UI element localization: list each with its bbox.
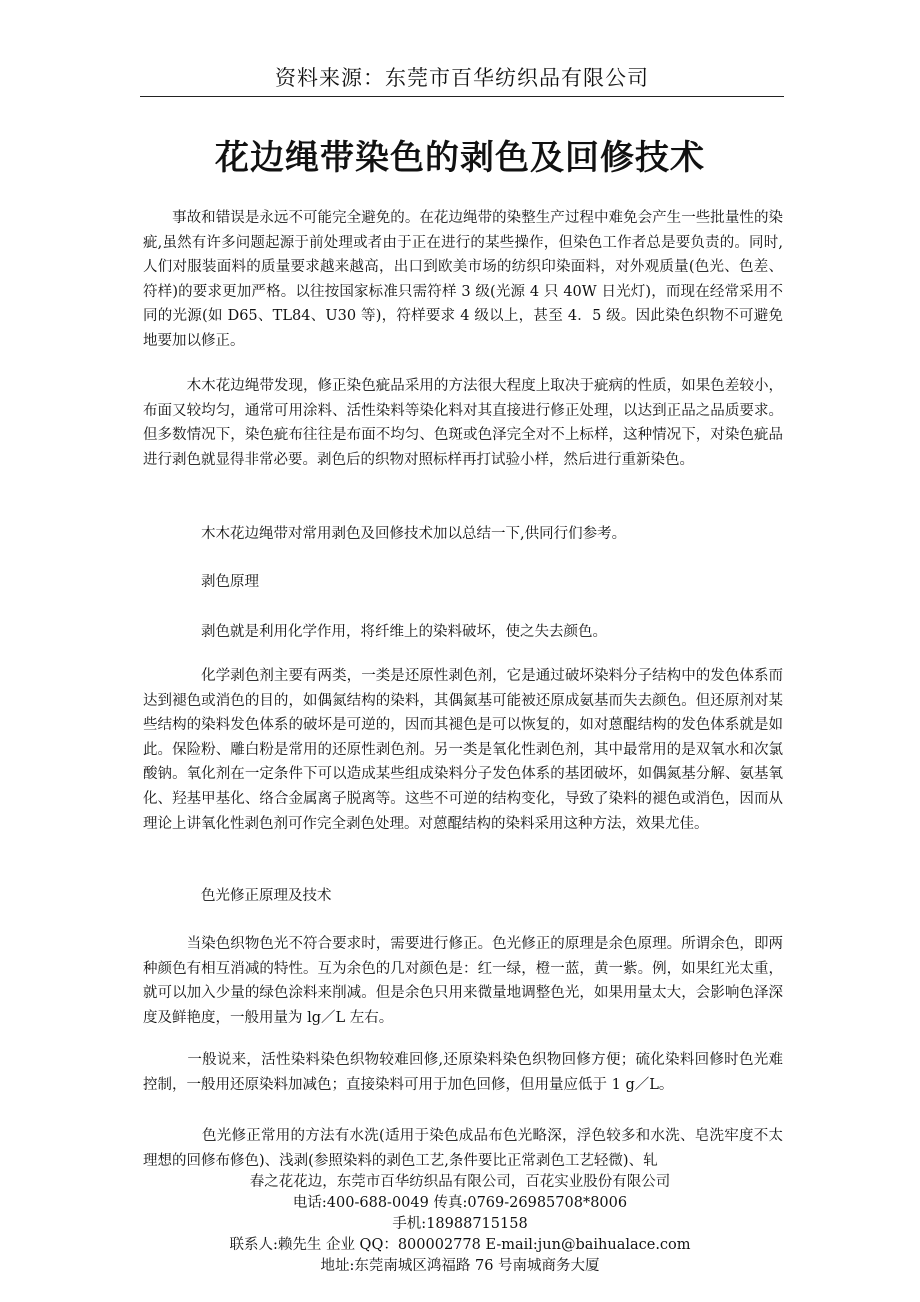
paragraph-shade-correction-methods: 色光修正常用的方法有水洗(适用于染色成品布色光略深，浮色较多和水洗、皂洗牢度不太理想的回修布修色)、浅剥(参照染料的剥色工艺,条件要比正常剥色工艺轻微)、轧: [143, 1128, 783, 1169]
footer-address: 地址:东莞南城区鸿福路 76 号南城商务大厦: [320, 1258, 600, 1274]
document-title: 花边绳带染色的剥色及回修技术: [215, 138, 705, 178]
page-header-source: 资料来源：东莞市百华纺织品有限公司: [140, 62, 784, 97]
paragraph-stripping-definition: 剥色就是利用化学作用，将纤维上的染料破坏，使之失去颜色。: [143, 624, 607, 640]
footer-company: 春之花花边，东莞市百华纺织品有限公司，百花实业股份有限公司: [249, 1174, 671, 1190]
paragraph-intro: 事故和错误是永远不可能完全避免的。在花边绳带的染整生产过程中难免会产生一些批量性的染疵,虽然有许多问题起源于前处理或者由于正在进行的某些操作，但染色工作者总是要负责的。同时,人们对服装面料的质量要求越来越高，出口到欧美市场的纺织印染面料，对外观质量(色光、色差、符样)的要求更加严格。以往按国家标准只需符样 3 级(光源 4 只 40W 日光灯)，而现在经常采用不同的光源(如 D65、TL84、U30 等)，符样要求 4 级以上，甚至 4．5 级。因此染色织物不可避免地要加以修正。: [143, 210, 783, 349]
footer-mobile: 手机:18988715158: [392, 1216, 528, 1232]
paragraph-complementary-color: 当染色织物色光不符合要求时，需要进行修正。色光修正的原理是余色原理。所谓余色，即两种颜色有相互消减的特性。互为余色的几对颜色是：红一绿，橙一蓝，黄一紫。例，如果红光太重，就可以加入少量的绿色涂料来削减。但是余色只用来微量地调整色光，如果用量太大，会影响色泽深度及鲜艳度，一般用量为 lg／L 左右。: [143, 936, 783, 1026]
section-heading-shade-correction: 色光修正原理及技术: [143, 888, 332, 904]
paragraph-chemical-strippers: 化学剥色剂主要有两类，一类是还原性剥色剂，它是通过破坏染料分子结构中的发色体系而达到褪色或消色的目的，如偶氮结构的染料，其偶氮基可能被还原成氨基而失去颜色。但还原剂对某些结构的染料发色体系的破坏是可逆的，因而其褪色是可以恢复的，如对蒽醌结构的发色体系就是如此。保险粉、雕白粉是常用的还原性剥色剂。另一类是氧化性剥色剂，其中最常用的是双氧水和次氯酸钠。氧化剂在一定条件下可以造成某些组成染料分子发色体系的基团破坏，如偶氮基分解、氨基氧化、羟基甲基化、络合金属离子脱离等。这些不可逆的结构变化，导致了染料的褪色或消色，因而从理论上讲氧化性剥色剂可作完全剥色处理。对蒽醌结构的染料采用这种方法，效果尤佳。: [143, 668, 783, 832]
paragraph-summary-note: 木木花边绳带对常用剥色及回修技术加以总结一下,供同行们参考。: [143, 526, 627, 542]
section-heading-stripping-principle: 剥色原理: [143, 574, 259, 590]
paragraph-repair-method: 木木花边绳带发现，修正染色疵品采用的方法很大程度上取决于疵病的性质，如果色差较小，布面又较均匀，通常可用涂料、活性染料等染化料对其直接进行修正处理，以达到正品之品质要求。但多数情况下，染色疵布往往是布面不均匀、色斑或色泽完全对不上标样，这种情况下，对染色疵品进行剥色就显得非常必要。剥色后的织物对照标样再打试验小样，然后进行重新染色。: [143, 378, 783, 468]
footer-phone-fax: 电话:400-688-0049 传真:0769-26985708*8006: [292, 1195, 628, 1211]
paragraph-dye-repair-notes: 一般说来，活性染料染色织物较难回修,还原染料染色织物回修方便；硫化染料回修时色光难控制，一般用还原染料加减色；直接染料可用于加色回修，但用量应低于 1 g／L。: [143, 1052, 783, 1093]
footer-contact-email: 联系人:赖先生 企业 QQ：800002778 E-mail:jun@baihualace.com: [229, 1237, 691, 1253]
